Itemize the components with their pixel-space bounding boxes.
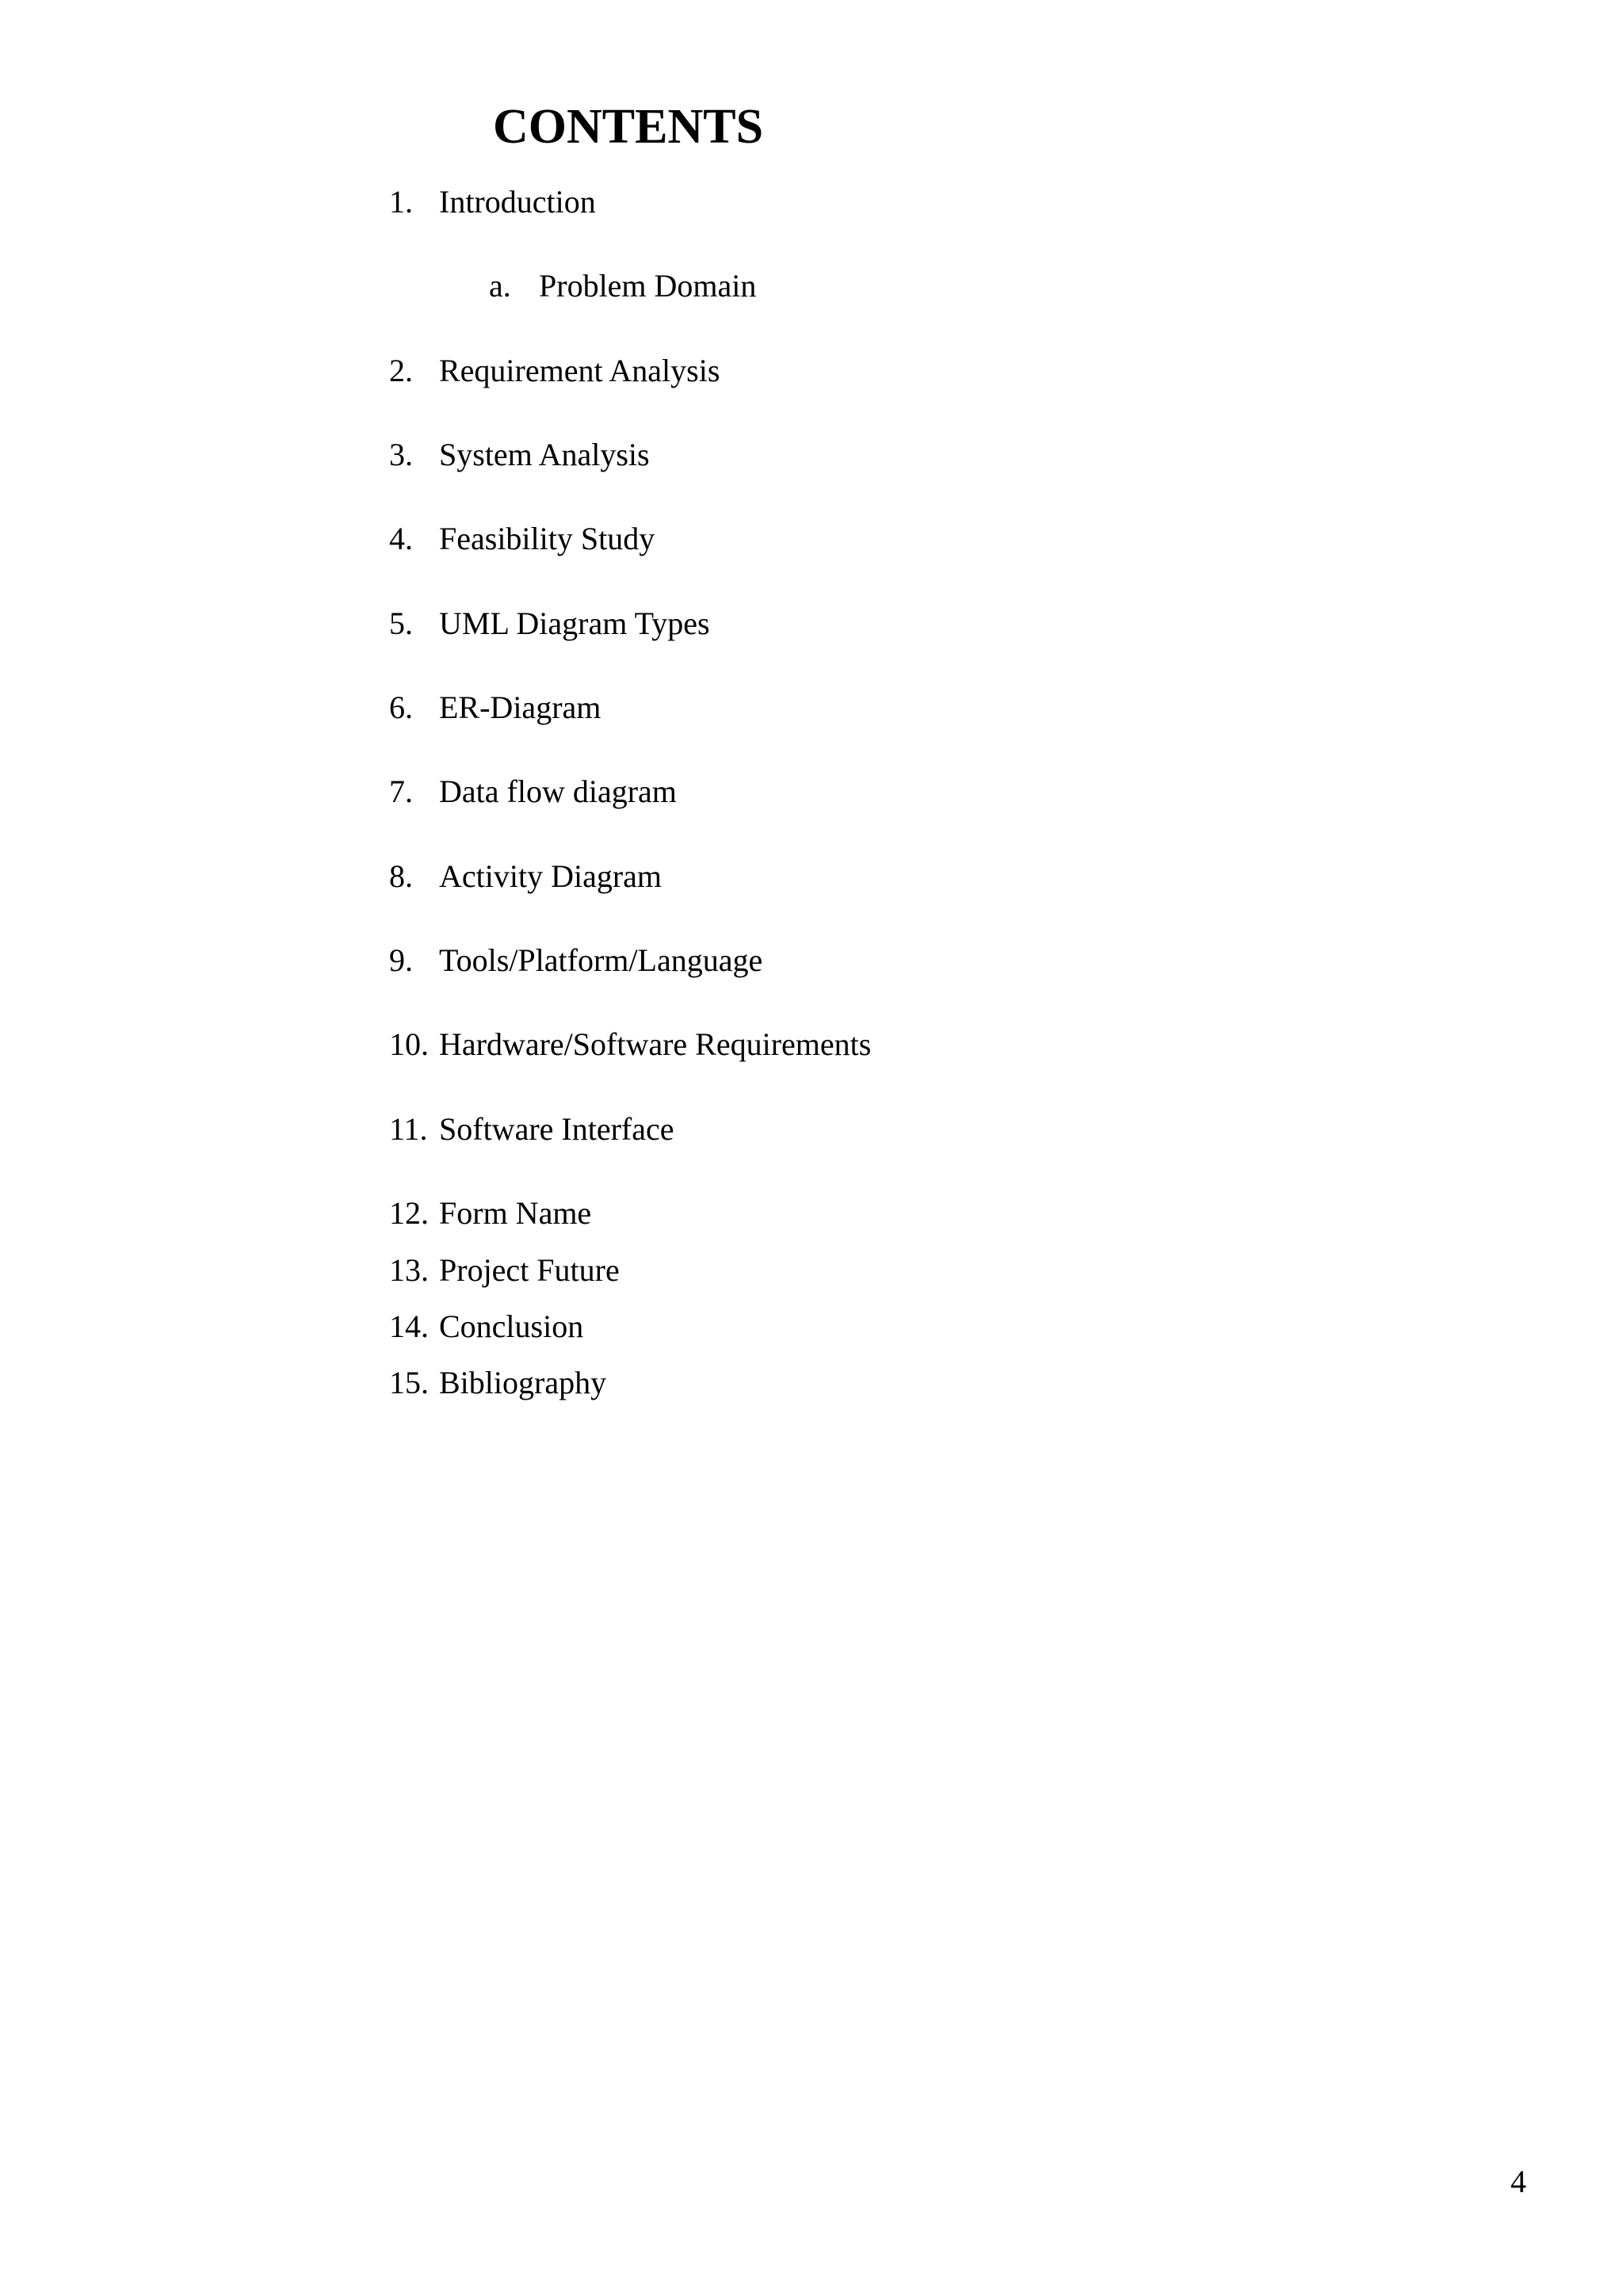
toc-item-number: 8. [389, 858, 413, 894]
toc-item-label: Software Interface [439, 1111, 674, 1147]
toc-item-number: 9. [389, 942, 413, 978]
toc-item-label: Activity Diagram [439, 858, 663, 894]
toc-item-number: 6. [389, 690, 413, 725]
toc-item-number: 4. [389, 521, 413, 556]
toc-item-number: 5. [389, 606, 413, 641]
toc-item-number: 1. [389, 184, 413, 220]
toc-item-label: Bibliography [439, 1365, 607, 1400]
toc-item-label: Tools/Platform/Language [439, 942, 763, 978]
toc-item-label: Feasibility Study [439, 521, 655, 556]
page-number: 4 [1510, 2164, 1526, 2199]
toc-item-number: 11. [389, 1111, 428, 1147]
toc-item-number: 3. [389, 437, 413, 472]
toc-item-number: 12. [389, 1195, 429, 1231]
toc-item-number: 7. [389, 774, 413, 809]
toc-item-label: System Analysis [439, 437, 650, 472]
toc-item-number: 15. [389, 1365, 429, 1400]
toc-item-label: ER-Diagram [439, 690, 601, 725]
toc-item-number: a. [489, 268, 511, 304]
toc-item-number: 14. [389, 1308, 429, 1344]
toc-item-label: Project Future [439, 1252, 620, 1288]
toc-item-label: Data flow diagram [439, 774, 677, 809]
toc-item-number: 13. [389, 1252, 429, 1288]
toc-item-label: Conclusion [439, 1308, 584, 1344]
toc-item-label: Introduction [439, 184, 596, 220]
toc-item-label: Requirement Analysis [439, 353, 720, 388]
toc-item-label: Form Name [439, 1195, 592, 1231]
toc-item-number: 2. [389, 353, 413, 388]
page-title: CONTENTS [493, 100, 764, 154]
toc-item-number: 10. [389, 1026, 429, 1062]
toc-item-label: Problem Domain [539, 268, 757, 304]
toc-item-label: Hardware/Software Requirements [439, 1026, 872, 1062]
toc-item-label: UML Diagram Types [439, 606, 710, 641]
